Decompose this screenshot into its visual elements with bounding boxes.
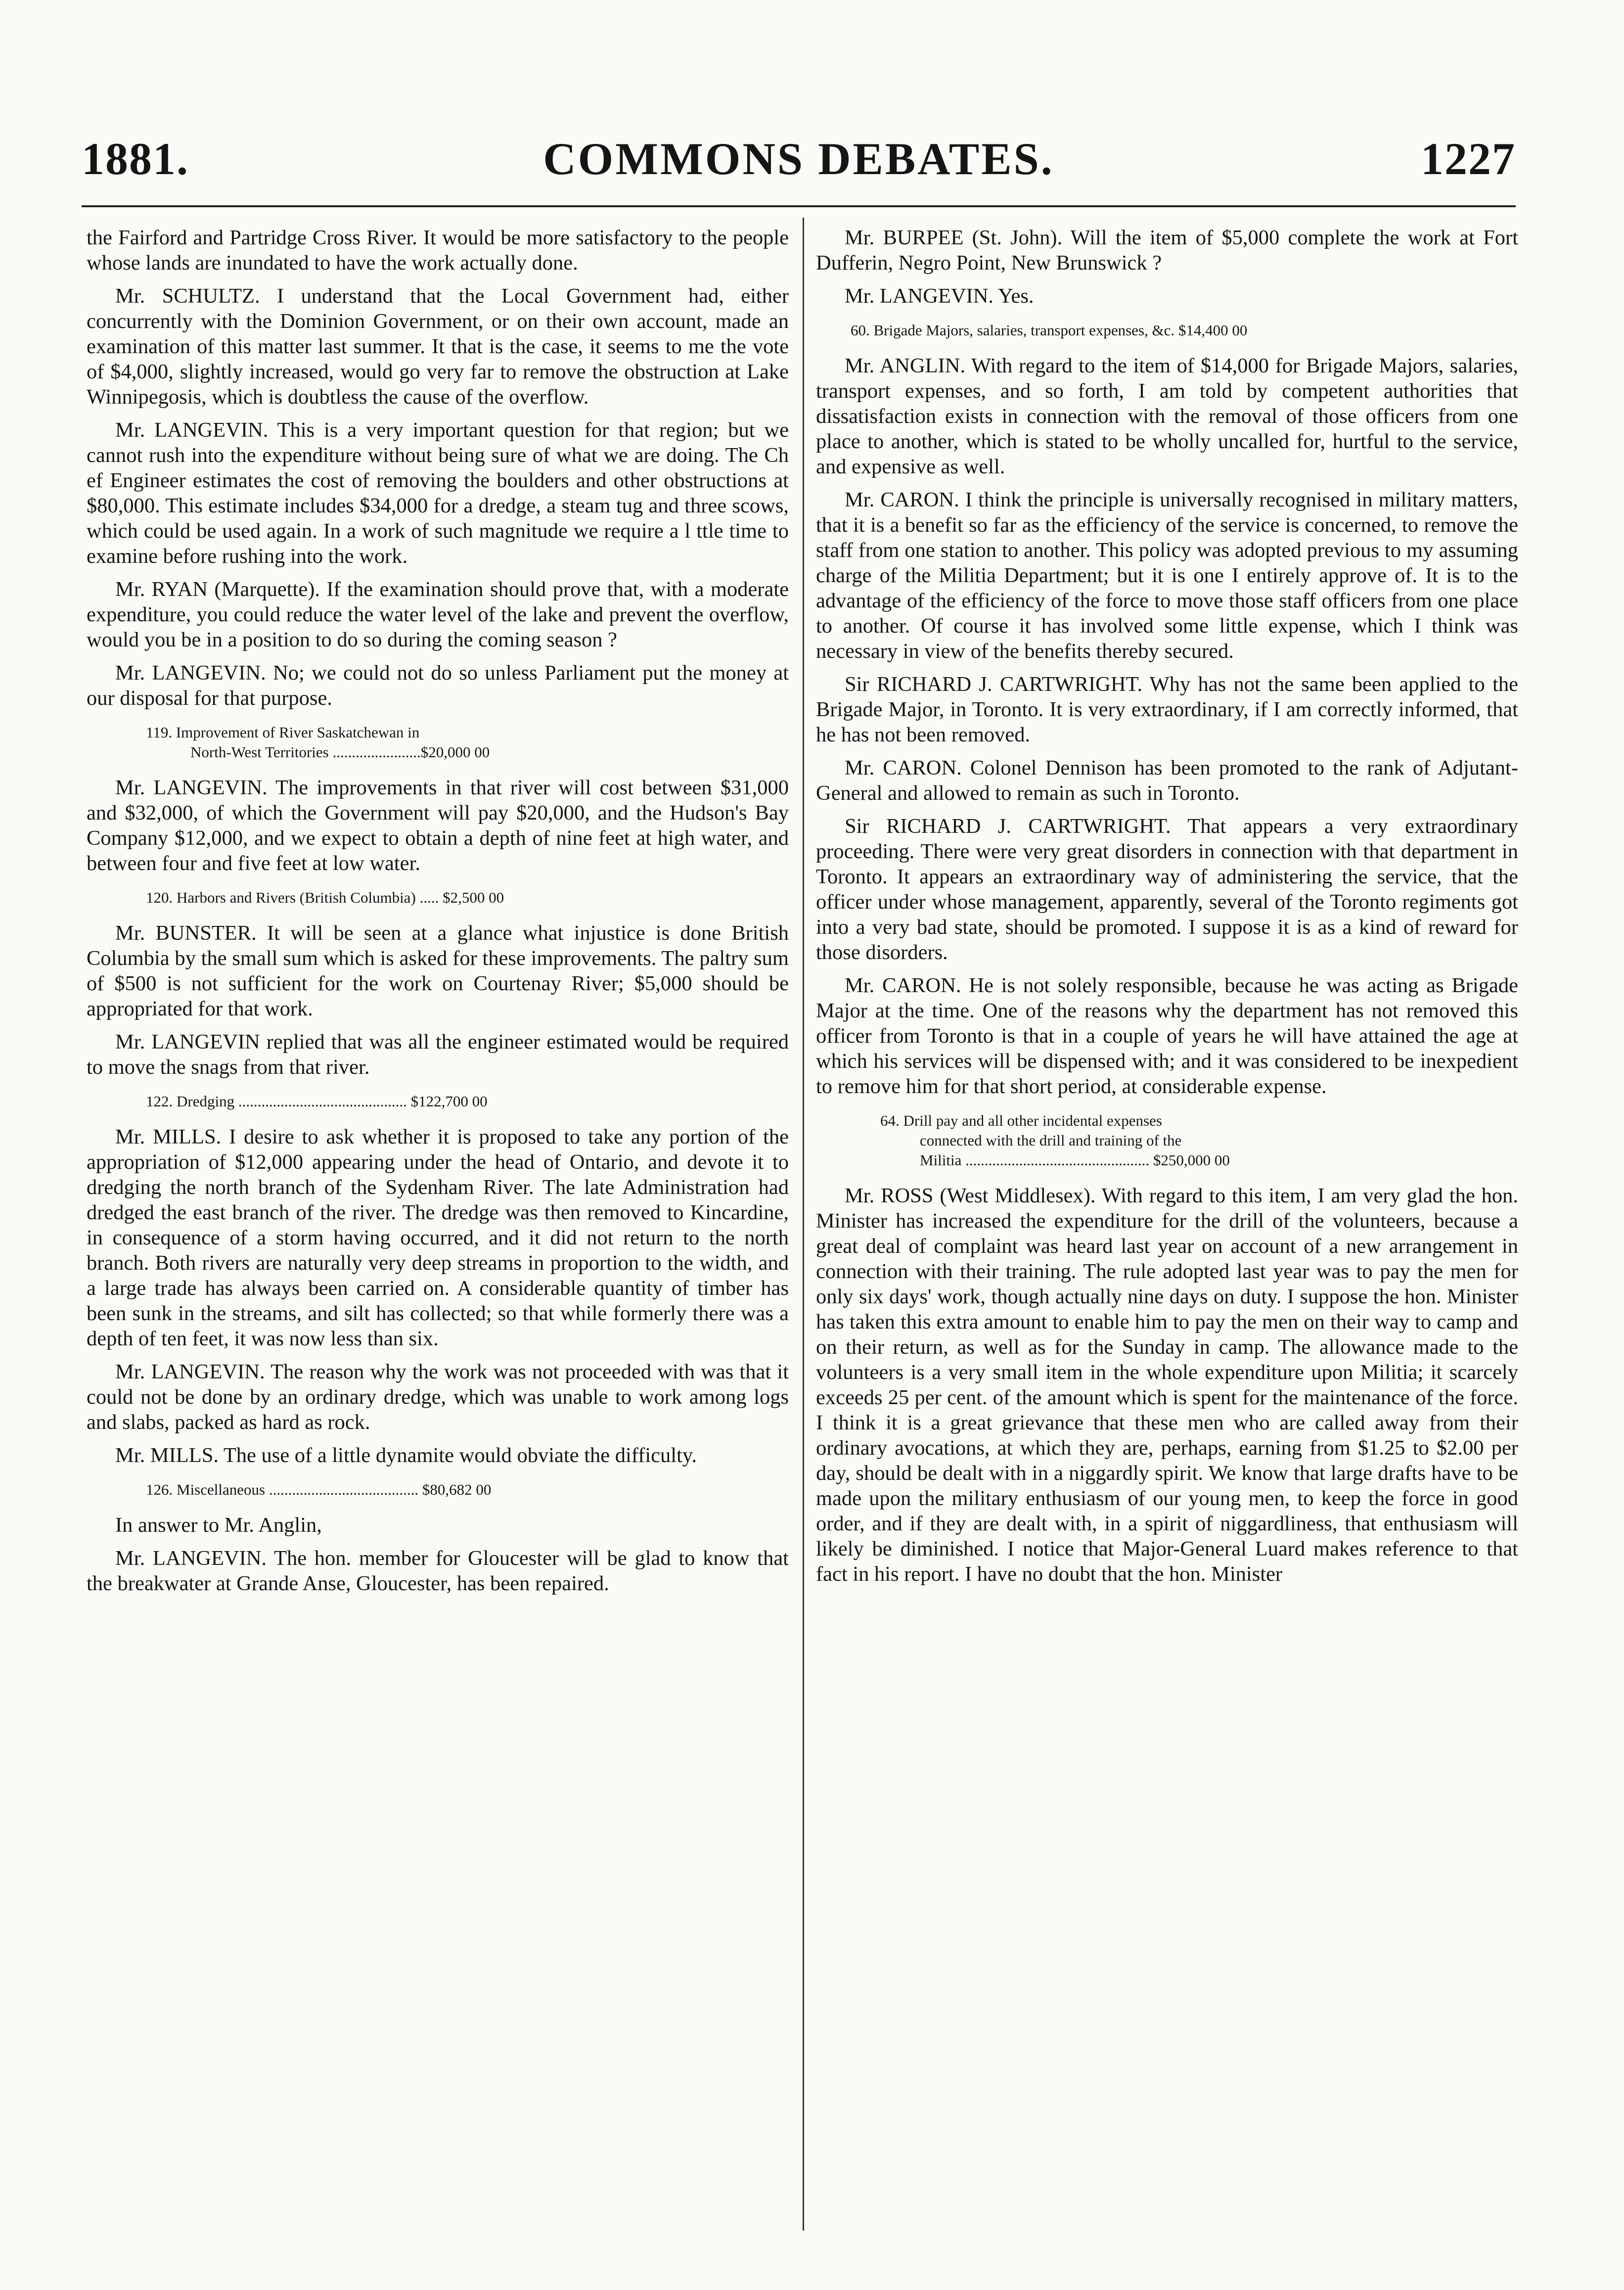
estimate-item bbox=[87, 723, 789, 762]
column-divider bbox=[803, 218, 804, 2231]
speech-paragraph: Mr. LANGEVIN. The reason why the work was not proceeded with was that it could not be done by an ordinary dredge, which was unable to work among logs and slabs, packed as hard as rock. bbox=[87, 1360, 789, 1434]
estimate-item-line: 126. Miscellaneous ....................................... $80,682 00 bbox=[146, 1481, 492, 1498]
header-page-number: 1227 bbox=[1421, 134, 1516, 184]
speech-paragraph: Mr. LANGEVIN. No; we could not do so unless Parliament put the money at our disposal for that purpose. bbox=[87, 661, 789, 710]
speech-paragraph: Mr. ANGLIN. With regard to the item of $14,000 for Brigade Majors, salaries, transport expenses, and so forth, I am told by competent authorities that dissatisfaction exists in connection with the removal of those officers from one place to another, which is stated to be wholly uncalled for, hurtful to the service, and expensive as well. bbox=[816, 354, 1518, 478]
speech-paragraph: Mr. BUNSTER. It will be seen at a glance what injustice is done British Columbia by the small sum which is asked for these improvements. The paltry sum of $500 is not sufficient for the work on Courtenay River; $5,000 should be appropriated for that work. bbox=[87, 921, 789, 1020]
speech-paragraph: Mr. RYAN (Marquette). If the examination should prove that, with a moderate expenditure, you could reduce the water level of the lake and prevent the overflow, would you be in a position to do so during the coming season ? bbox=[87, 578, 789, 651]
left-column bbox=[87, 225, 789, 1604]
estimate-item-line: 122. Dredging ............................................ $122,700 00 bbox=[146, 1093, 488, 1110]
speech-paragraph: Mr. LANGEVIN replied that was all the engineer estimated would be required to move the snags from that river. bbox=[87, 1030, 789, 1079]
header-year: 1881. bbox=[82, 134, 189, 184]
page-header bbox=[82, 123, 1516, 192]
speech-paragraph: Mr. CARON. Colonel Dennison has been promoted to the rank of Adjutant-General and allowed to remain as such in Toronto. bbox=[816, 756, 1518, 805]
speech-paragraph: Sir RICHARD J. CARTWRIGHT. Why has not the same been applied to the Brigade Major, in Toronto. It is very extraordinary, if I am correctly informed, that he has not been removed. bbox=[816, 673, 1518, 746]
estimate-item-line: 64. Drill pay and all other incidental expenses bbox=[880, 1112, 1162, 1129]
speech-paragraph: Mr. LANGEVIN. Yes. bbox=[845, 284, 1034, 308]
estimate-item bbox=[816, 321, 1518, 340]
speech-paragraph: Sir RICHARD J. CARTWRIGHT. That appears a very extraordinary proceeding. There were very great disorders in connection with that department in Toronto. It appears an extraordinary way of administering the service, that the officer under whose management, apparently, several of the Toronto regiments got into a very bad state, should be promoted. I suppose it is as a kind of reward for those disorders. bbox=[816, 815, 1518, 964]
estimate-item bbox=[87, 1092, 789, 1111]
estimate-item-line: connected with the drill and training of the bbox=[920, 1132, 1182, 1149]
estimate-item bbox=[816, 1111, 1518, 1170]
estimate-item bbox=[87, 1480, 789, 1500]
speech-paragraph: Mr. LANGEVIN. This is a very important question for that region; but we cannot rush into the expenditure without being sure of what we are doing. The Ch ef Engineer estimates the cost of removing the boulders and other obstructions at $80,000. This estimate includes $34,000 for a dredge, a steam tug and three scows, which could be used again. In a work of such magnitude we require a l ttle time to examine before rushing into the work. bbox=[87, 418, 789, 568]
header-rule bbox=[82, 205, 1516, 207]
speech-paragraph: the Fairford and Partridge Cross River. It would be more satisfactory to the people whose lands are inundated to have the work actually done. bbox=[87, 226, 789, 275]
speech-paragraph: Mr. LANGEVIN. The improvements in that river will cost between $31,000 and $32,000, of which the Government will pay $20,000, and the Hudson's Bay Company $12,000, and we expect to obtain a depth of nine feet at high water, and between four and five feet at low water. bbox=[87, 776, 789, 875]
estimate-item bbox=[87, 888, 789, 908]
header-title: COMMONS DEBATES. bbox=[543, 134, 1054, 184]
speech-paragraph: Mr. MILLS. The use of a little dynamite would obviate the difficulty. bbox=[115, 1444, 697, 1467]
estimate-item-line: North-West Territories .......................$20,000 00 bbox=[190, 743, 490, 761]
speech-paragraph: Mr. LANGEVIN. The hon. member for Gloucester will be glad to know that the breakwater at Grande Anse, Gloucester, has been repaired. bbox=[87, 1547, 789, 1595]
estimate-item-line: 119. Improvement of River Saskatchewan in bbox=[146, 724, 420, 741]
speech-paragraph: Mr. SCHULTZ. I understand that the Local Government had, either concurrently with the Dominion Government, or on their own account, made an examination of this matter last summer. It that is the case, it seems to me the vote of $4,000, slightly increased, would go very far to remove the obstruction at Lake Winnipegosis, which is doubtless the cause of the overflow. bbox=[87, 284, 789, 409]
speech-paragraph: Mr. BURPEE (St. John). Will the item of $5,000 complete the work at Fort Dufferin, Negro Point, New Brunswick ? bbox=[816, 226, 1518, 275]
speech-paragraph: Mr. CARON. I think the principle is universally recognised in military matters, that it is a benefit so far as the efficiency of the service is concerned, to remove the staff from one station to another. This policy was adopted previous to my assuming charge of the Militia Department; but it is one I entirely approve of. It is to the advantage of the efficiency of the force to move those staff officers from one place to another. Of course it has involved some little expense, which I think was necessary in view of the benefits thereby secured. bbox=[816, 488, 1518, 663]
speech-paragraph: Mr. MILLS. I desire to ask whether it is proposed to take any portion of the appropriation of $12,000 appearing under the head of Ontario, and devote it to dredging the north branch of the Sydenham River. The late Administration had dredged the east branch of the river. The dredge was then removed to Kincardine, in consequence of a storm having occurred, and it did not return to the north branch. Both rivers are naturally very deep streams in proportion to the width, and a large trade has always been carried on. A considerable quantity of timber has been sunk in the streams, and silt has collected; so that while formerly there was a depth of ten feet, it was now less than six. bbox=[87, 1125, 789, 1350]
estimate-item-line: Militia ................................................ $250,000 00 bbox=[920, 1151, 1230, 1169]
speech-paragraph: Mr. ROSS (West Middlesex). With regard to this item, I am very glad the hon. Minister has increased the expenditure for the drill of the volunteers, because a great deal of complaint was heard last year on account of a new arrangement in connection with their training. The rule adopted last year was to pay the men for only six days' work, though actually nine days on duty. I suppose the hon. Minister has taken this extra amount to enable him to pay the men on their way to camp and on their return, as well as for the Sunday in camp. The allowance made to the volunteers is a very small item in the whole expenditure upon Militia; it scarcely exceeds 25 per cent. of the amount which is spent for the maintenance of the force. I think it is a great grievance that these men who are called away from their ordinary avocations, at which they are, perhaps, earning from $1.25 to $2.00 per day, should be dealt with in a niggardly spirit. We know that large drafts have to be made upon the military enthusiasm of our young men, to keep the force in good order, and if they are dealt with, in a spirit of niggardliness, that enthusiasm will likely be diminished. I notice that Major-General Luard makes reference to that fact in his report. I have no doubt that the hon. Minister bbox=[816, 1184, 1518, 1586]
estimate-item-line: 120. Harbors and Rivers (British Columbia) ..... $2,500 00 bbox=[146, 889, 504, 906]
right-column bbox=[816, 225, 1518, 1595]
estimate-item-line: 60. Brigade Majors, salaries, transport expenses, &c. $14,400 00 bbox=[851, 321, 1248, 339]
speech-paragraph: Mr. CARON. He is not solely responsible, because he was acting as Brigade Major at the time. One of the reasons why the department has not removed this officer from Toronto is that in a couple of years he will have attained the age at which his services will be dispensed with; and it was considered to be inexpedient to remove him for that short period, at considerable expense. bbox=[816, 974, 1518, 1098]
speech-paragraph: In answer to Mr. Anglin, bbox=[115, 1513, 322, 1537]
